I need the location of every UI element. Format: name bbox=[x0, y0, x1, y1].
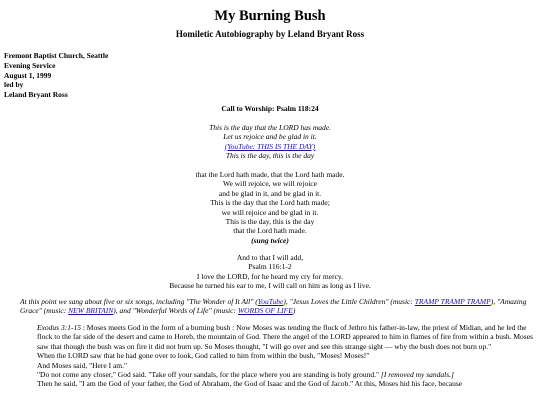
lyric-line: This is the day that the Lord hath made; bbox=[210, 198, 330, 208]
psalm-116 bbox=[0, 253, 540, 291]
verse-line: This is the day, this is the day bbox=[225, 151, 315, 161]
words-of-life-link[interactable]: WORDS OF LIFE bbox=[237, 306, 293, 316]
page-title: My Burning Bush bbox=[214, 8, 326, 24]
song-lyrics bbox=[0, 170, 540, 245]
info-leader: Leland Bryant Ross bbox=[4, 90, 68, 99]
sung-twice-note: (sung twice) bbox=[251, 235, 289, 245]
narrative-paragraph: Then he said, "I am the God of your father, the God of Abraham, the God of Isaac and the God of Jacob." At this, Moses hid his face, because bbox=[37, 379, 463, 389]
narrative-paragraph bbox=[37, 323, 533, 351]
lyric-line: We will rejoice, we will rejoice bbox=[223, 179, 317, 189]
narrative-paragraph: When the LORD saw that he had gone over to look, God called to him from within the bush, "Moses! Moses!" bbox=[37, 351, 370, 361]
lyric-line: This is the day, this is the day bbox=[225, 216, 315, 226]
narrative-text: : Moses meets God in the form of a burning bush : Now Moses was tending the flock of Jethro his father-in-law, the priest of Midian, and he led the flock to the far side of the desert and came to Horeb, the mountain of God. There the angel of the LORD appeared to him in flames of fire from within a bush. Moses saw that though the bush was on fire it did not burn up. So Moses thought, "I will go over and see this strange sight — why the bush does not burn up." bbox=[37, 323, 533, 351]
songs-text: ) bbox=[292, 306, 296, 316]
narrative-paragraph bbox=[37, 370, 533, 379]
lyric-line: that the Lord hath made. bbox=[233, 226, 307, 236]
info-led-by: led by bbox=[4, 80, 24, 90]
songs-text: ), "Amazing Grace" (music: bbox=[20, 297, 527, 316]
info-church: Fremont Baptist Church, Seattle bbox=[4, 51, 109, 60]
psalm-line: I love the LORD, for he heard my cry for mercy. bbox=[196, 271, 344, 281]
info-date: August 1, 1999 bbox=[4, 70, 52, 80]
verse-line bbox=[0, 142, 540, 151]
songs-text: ), and "Wonderful Words of Life" (music: bbox=[113, 306, 238, 316]
page-subtitle: Homiletic Autobiography by Leland Bryant Ross bbox=[175, 29, 365, 39]
psalm-line: Psalm 116:1-2 bbox=[248, 262, 292, 272]
new-britain-link[interactable]: NEW BRITAIN bbox=[68, 306, 114, 316]
exodus-narrative bbox=[37, 323, 533, 389]
lyric-line: that the Lord hath made, that the Lord hath made. bbox=[195, 170, 345, 179]
verse-line: Let us rejoice and be glad in it. bbox=[223, 132, 317, 142]
narrative-paragraph: And Moses said, "Here I am." bbox=[37, 360, 128, 370]
youtube-this-is-the-day-link[interactable]: (YouTube: THIS IS THE DAY) bbox=[224, 141, 316, 151]
youtube-wonder-link[interactable]: YouTube bbox=[257, 297, 284, 306]
lyric-line: and be glad in it, and be glad in it. bbox=[218, 188, 322, 198]
songs-text: ), "Jesus Loves the Little Children" (music: bbox=[283, 297, 415, 306]
psalm-verse bbox=[0, 123, 540, 161]
lyric-line: we will rejoice and be glad in it. bbox=[221, 207, 319, 217]
psalm-line: Because he turned his ear to me, I will call on him as long as I live. bbox=[169, 281, 371, 291]
verse-line: This is the day that the LORD has made. bbox=[209, 123, 331, 132]
songs-paragraph bbox=[20, 297, 532, 316]
psalm-line: And to that I will add, bbox=[236, 253, 304, 262]
sandals-note: [I removed my sandals.] bbox=[380, 369, 454, 379]
service-info bbox=[4, 51, 108, 100]
tramp-tramp-tramp-link[interactable]: TRAMP TRAMP TRAMP bbox=[414, 297, 491, 306]
songs-text: At this point we sang about five or six songs, including "The Wonder of It All" ( bbox=[20, 297, 258, 306]
call-to-worship-heading: Call to Worship: Psalm 118:24 bbox=[221, 104, 319, 113]
info-service: Evening Service bbox=[4, 60, 56, 70]
scripture-reference: Exodus 3:1-15 bbox=[37, 323, 81, 332]
narrative-text: "Do not come any closer," God said. "Take off your sandals, for the place where you are standing is holy ground." bbox=[37, 369, 381, 379]
